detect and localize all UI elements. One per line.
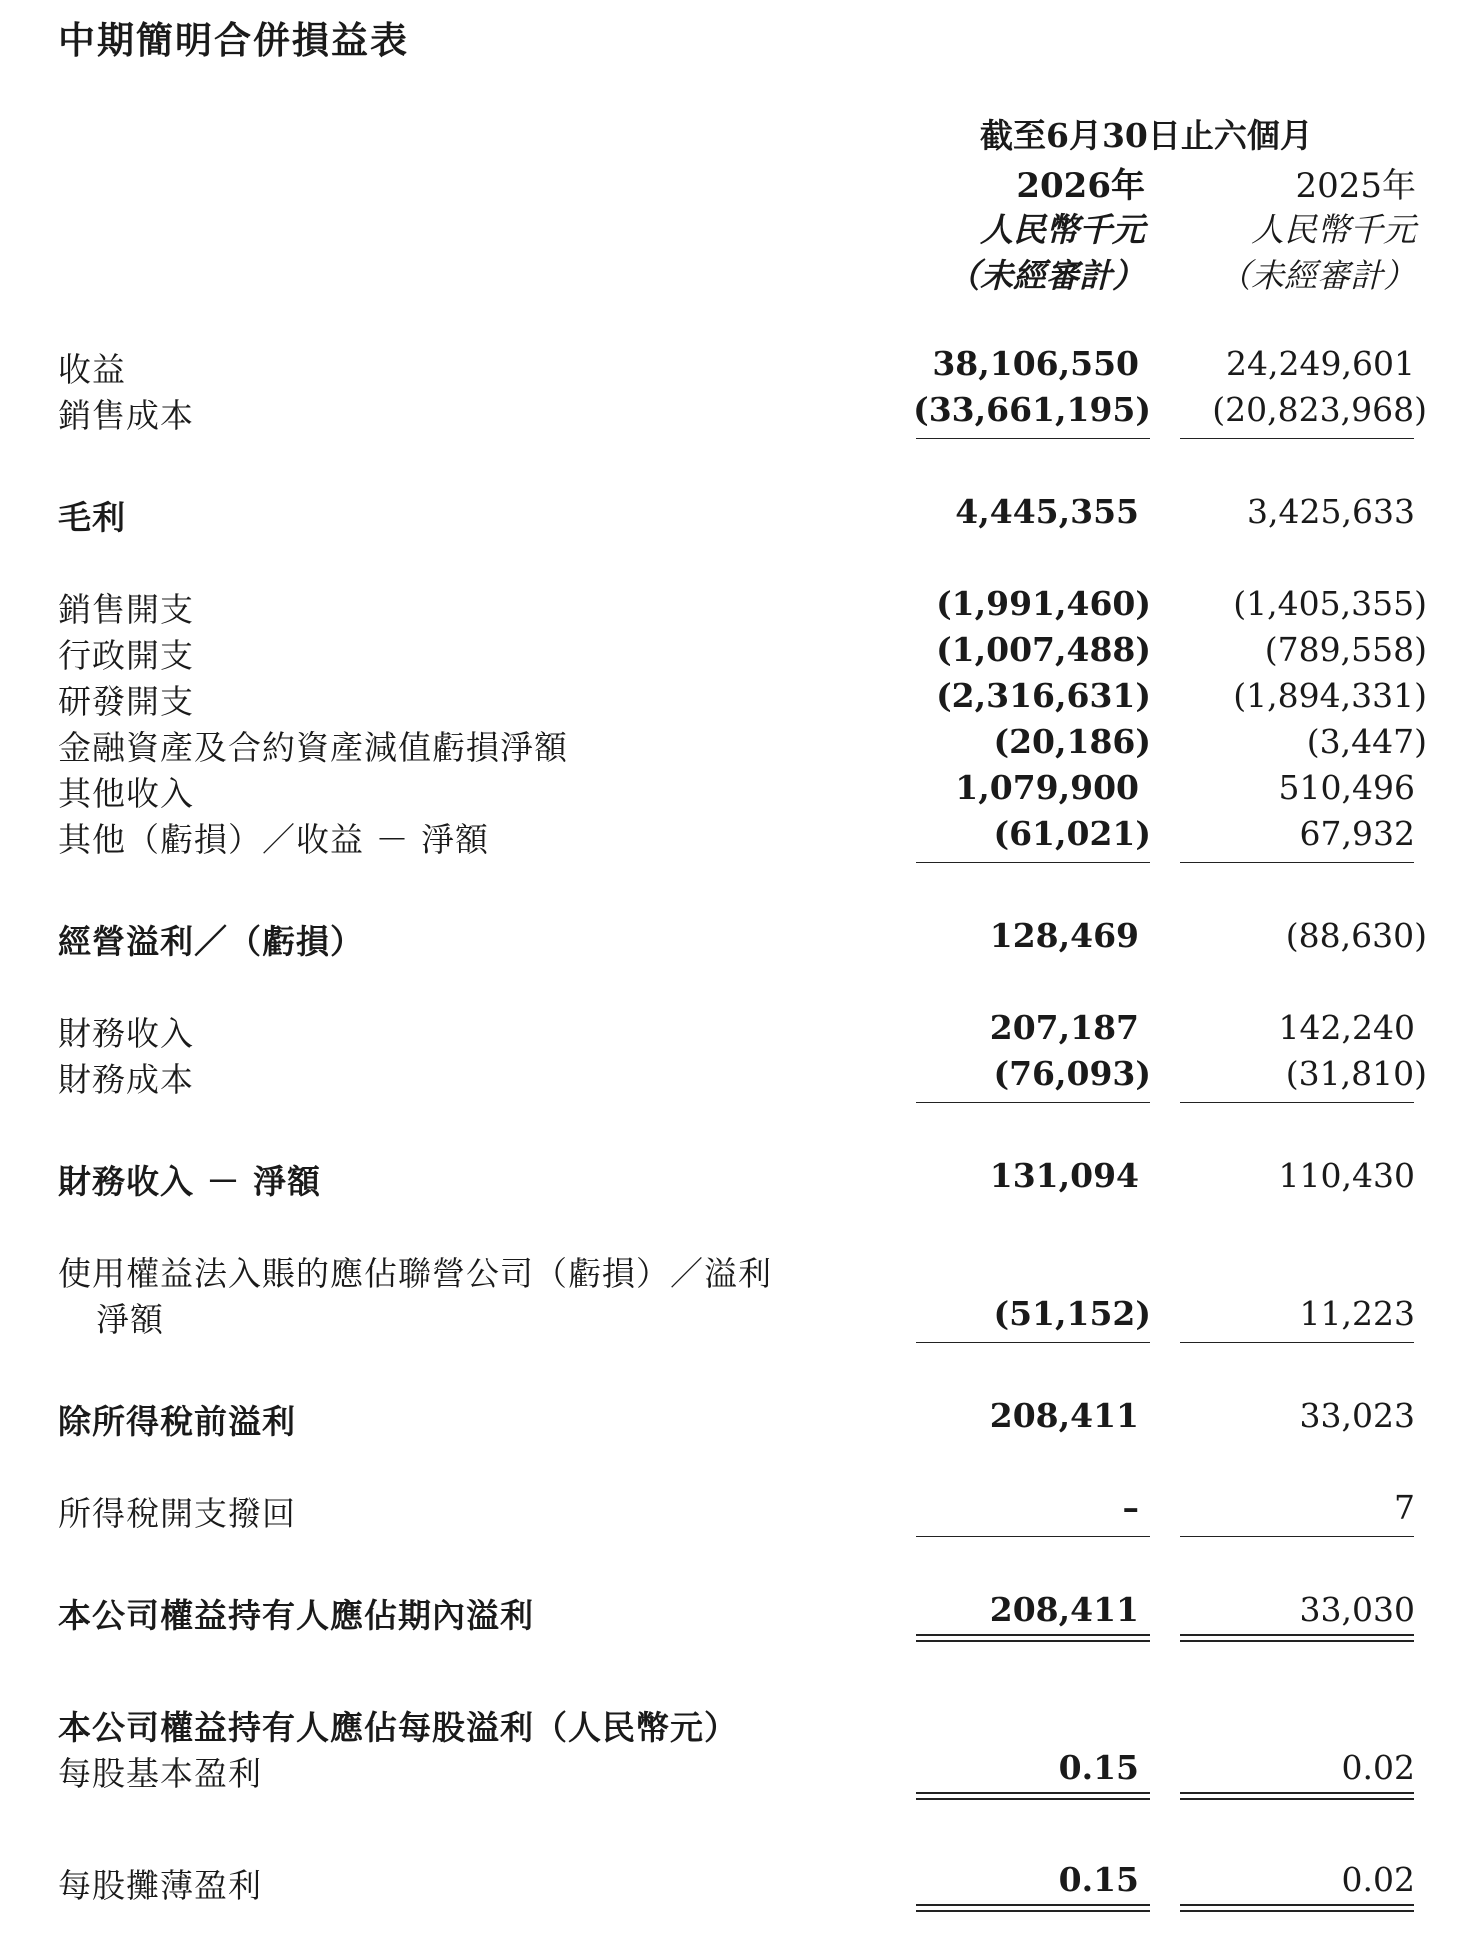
value-current: – [1122, 1488, 1139, 1527]
subtotal-rule [1180, 1342, 1414, 1343]
value-prior: 3,425,633 [1247, 492, 1415, 531]
value-current: (33,661,195) [913, 390, 1151, 429]
row-label: 研發開支 [58, 682, 194, 721]
table-row-basic-eps [0, 1748, 1479, 1794]
value-current: 208,411 [989, 1396, 1139, 1435]
subtotal-rule [916, 1536, 1150, 1537]
row-label: 每股基本盈利 [58, 1754, 262, 1793]
value-prior: 24,249,601 [1226, 344, 1415, 383]
value-current: 0.15 [1058, 1748, 1139, 1787]
page-title: 中期簡明合併損益表 [58, 19, 409, 62]
row-label: 本公司權益持有人應佔期內溢利 [58, 1596, 534, 1635]
table-row-impairment-losses [0, 722, 1479, 768]
value-prior: 0.02 [1341, 1860, 1415, 1899]
value-prior: 110,430 [1278, 1156, 1415, 1195]
total-double-rule [1180, 1792, 1414, 1800]
value-current: 208,411 [989, 1590, 1139, 1629]
value-prior: (789,558) [1264, 630, 1427, 669]
row-label: 財務收入 [58, 1014, 194, 1053]
row-label: 銷售開支 [58, 590, 194, 629]
value-prior: (31,810) [1285, 1054, 1427, 1093]
value-current: 1,079,900 [955, 768, 1139, 807]
row-label: 財務成本 [58, 1060, 194, 1099]
value-current: (1,007,488) [936, 630, 1151, 669]
table-row-cost-of-sales [0, 390, 1479, 436]
table-row-other-income [0, 768, 1479, 814]
table-row-income-tax [0, 1488, 1479, 1534]
subtotal-rule [916, 862, 1150, 863]
table-row-operating-profit [0, 916, 1479, 962]
value-prior: 7 [1394, 1488, 1415, 1527]
value-prior: (1,894,331) [1233, 676, 1427, 715]
value-current: (20,186) [993, 722, 1151, 761]
total-double-rule [1180, 1904, 1414, 1912]
value-prior: (88,630) [1285, 916, 1427, 955]
row-label: 金融資產及合約資產減值虧損淨額 [58, 728, 568, 767]
table-row-finance-costs [0, 1054, 1479, 1100]
value-current: 207,187 [989, 1008, 1139, 1047]
table-row-share-of-associates [0, 1248, 1479, 1294]
value-current: (61,021) [993, 814, 1151, 853]
unit-prior-header: 人民幣千元 [1251, 210, 1416, 249]
table-row-profit-before-tax [0, 1396, 1479, 1442]
value-prior: 67,932 [1299, 814, 1415, 853]
subtotal-rule [916, 1342, 1150, 1343]
row-label: 所得稅開支撥回 [58, 1494, 296, 1533]
year-prior-header: 2025年 [1295, 166, 1416, 206]
unit-current-header: 人民幣千元 [980, 210, 1145, 249]
value-current: (51,152) [993, 1294, 1151, 1333]
table-row-diluted-eps [0, 1860, 1479, 1906]
table-row-finance-income [0, 1008, 1479, 1054]
subtotal-rule [1180, 438, 1414, 439]
value-current: (76,093) [993, 1054, 1151, 1093]
value-current: 38,106,550 [932, 344, 1139, 383]
subtotal-rule [1180, 862, 1414, 863]
table-row-finance-income-net [0, 1156, 1479, 1202]
year-current-header: 2026年 [1016, 166, 1145, 206]
row-label-continued: 淨額 [96, 1300, 164, 1339]
table-row-admin-expenses [0, 630, 1479, 676]
value-prior: 33,023 [1299, 1396, 1415, 1435]
table-row-gross-profit [0, 492, 1479, 538]
total-double-rule [916, 1634, 1150, 1642]
value-prior: 142,240 [1278, 1008, 1415, 1047]
row-label: 每股攤薄盈利 [58, 1866, 262, 1905]
period-header: 截至6月30日止六個月 [980, 116, 1313, 155]
row-label: 收益 [58, 350, 126, 389]
row-label: 使用權益法入賬的應佔聯營公司（虧損）／溢利 [58, 1254, 772, 1293]
table-row-eps-heading [0, 1702, 1479, 1748]
table-row-revenue [0, 344, 1479, 390]
value-prior: (20,823,968) [1212, 390, 1427, 429]
value-current: 131,094 [989, 1156, 1139, 1195]
audit-current-header: （未經審計） [947, 256, 1145, 295]
table-row-rd-expenses [0, 676, 1479, 722]
subtotal-rule [916, 1102, 1150, 1103]
value-prior: (1,405,355) [1233, 584, 1427, 623]
value-prior: 0.02 [1341, 1748, 1415, 1787]
subtotal-rule [916, 438, 1150, 439]
table-row-selling-expenses [0, 584, 1479, 630]
table-row-share-of-associates-cont [0, 1294, 1479, 1340]
value-current: 128,469 [989, 916, 1139, 955]
subtotal-rule [1180, 1536, 1414, 1537]
row-label: 毛利 [58, 498, 126, 537]
row-label: 除所得稅前溢利 [58, 1402, 296, 1441]
row-label: 財務收入 － 淨額 [58, 1162, 321, 1201]
row-label: 其他（虧損）／收益 － 淨額 [58, 820, 489, 859]
value-prior: 11,223 [1299, 1294, 1415, 1333]
value-current: (2,316,631) [936, 676, 1151, 715]
row-label: 其他收入 [58, 774, 194, 813]
value-prior: (3,447) [1306, 722, 1427, 761]
audit-prior-header: （未經審計） [1218, 256, 1416, 295]
total-double-rule [1180, 1634, 1414, 1642]
subtotal-rule [1180, 1102, 1414, 1103]
value-prior: 33,030 [1299, 1590, 1415, 1629]
row-label: 本公司權益持有人應佔每股溢利（人民幣元） [58, 1708, 738, 1747]
table-row-profit-for-period [0, 1590, 1479, 1636]
total-double-rule [916, 1792, 1150, 1800]
total-double-rule [916, 1904, 1150, 1912]
row-label: 銷售成本 [58, 396, 194, 435]
value-prior: 510,496 [1278, 768, 1415, 807]
row-label: 行政開支 [58, 636, 194, 675]
row-label: 經營溢利／（虧損） [58, 922, 364, 961]
table-row-other-gains-losses [0, 814, 1479, 860]
value-current: 0.15 [1058, 1860, 1139, 1899]
value-current: 4,445,355 [955, 492, 1139, 531]
value-current: (1,991,460) [936, 584, 1151, 623]
